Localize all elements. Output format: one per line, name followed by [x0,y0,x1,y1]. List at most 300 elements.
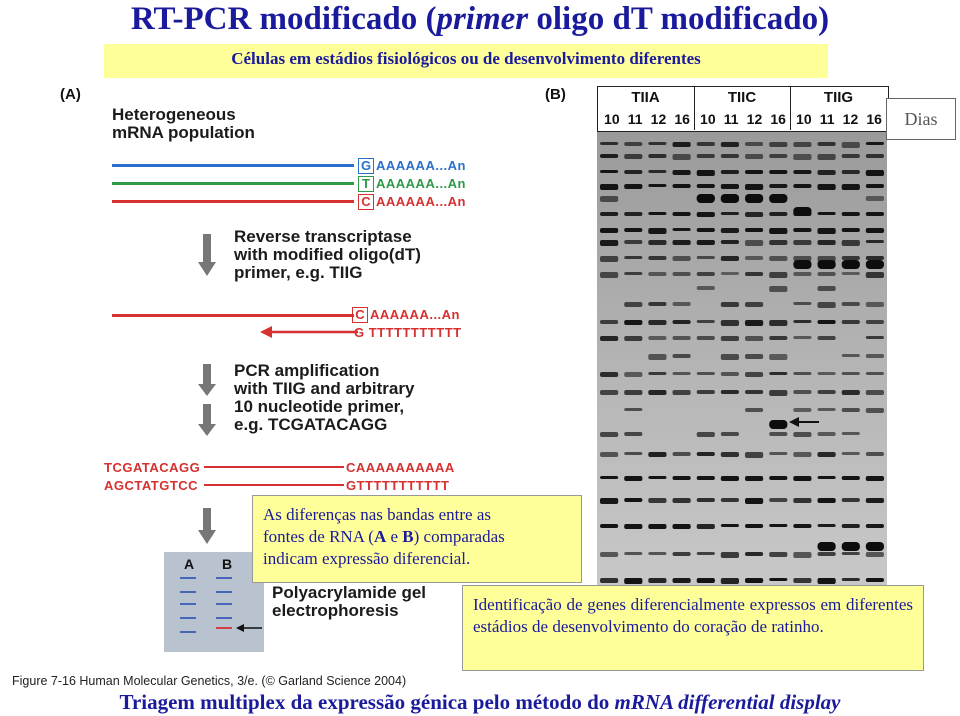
gel-band [745,452,763,458]
gel-band [697,498,715,502]
gel-band [721,336,739,341]
gel-band [745,372,763,377]
gel-band [866,408,884,413]
gel-band [866,354,884,358]
gel-band [842,228,860,232]
gel-band [793,272,811,276]
gel-band [842,184,860,190]
gel-band [697,432,715,437]
gel-band [673,372,691,375]
gel-band [793,498,811,503]
lane-day: 12 [650,111,667,127]
gel-band [769,184,787,188]
gel-band [648,336,666,340]
gel-band [648,524,666,529]
gel-band [793,320,811,323]
gel-band [624,228,642,232]
gel-band [697,184,715,188]
gel-lane-a-label: A [184,556,195,572]
gel-band [818,320,836,324]
gel-band [673,184,691,188]
note-line2-b: B [402,527,414,546]
panel-a-label: (A) [60,86,81,103]
lane-day: 11 [627,111,643,127]
gel-band [745,170,763,174]
gel-band [793,228,811,232]
gel-band [648,476,666,479]
down-arrow-icon [198,234,216,278]
gel-band [842,552,860,555]
gel-band [842,272,860,275]
gel-band [866,452,884,456]
gel-band [648,142,666,145]
gel-band [818,390,836,394]
gel-band [697,256,715,259]
gel-band [745,302,763,307]
gel-band [793,302,811,305]
gel-band [624,302,642,307]
gel-band [818,432,836,436]
gel-band [818,142,836,146]
gel-band [793,240,811,245]
gel-band-strong [793,260,811,269]
nucleotide-box-t: T [358,176,374,192]
gel-band [600,228,618,233]
gel-band [866,184,884,188]
gel-band [600,142,618,145]
gel-band [769,170,787,174]
lane-day: 11 [819,111,835,127]
gel-band [866,578,884,582]
pcr-product-line-top [204,466,344,468]
note-line2-a: A [373,527,387,546]
gel-band [818,302,836,308]
gel-band [721,212,739,215]
gel-band [624,154,642,159]
gel-band [697,142,715,146]
gel-band [769,524,787,527]
gel-band [866,196,884,201]
gel-band [721,256,739,261]
rt-step-text [234,228,421,282]
gel-band [842,170,860,174]
gel-band [624,524,642,529]
gel-band [697,154,715,158]
pcr-step-line4: e.g. TCGATACAGG [234,415,388,434]
polya-tail-c: AAAAAA...An [376,194,466,209]
lane-group-tiia: TIIA [631,89,660,106]
gel-band [866,154,884,158]
gel-band [818,408,836,411]
dias-label: Dias [886,98,956,140]
gel-band [600,320,618,324]
gel-band [818,170,836,175]
gel-band [866,390,884,395]
gel-band-strong [866,260,884,269]
gel-band [793,524,811,528]
gel-band [721,320,739,326]
gel-band [673,302,691,306]
gel-band [600,154,618,158]
gel-band [745,212,763,217]
gel-band [673,452,691,456]
gel-band [866,240,884,243]
gel-band [866,256,884,260]
gel-band [866,272,884,278]
gel-band [624,240,642,244]
gel-band [673,552,691,556]
gel-band [673,256,691,261]
gel-band [697,524,715,529]
gel-band [600,272,618,278]
gel-band [648,354,666,360]
transcript-line-t [112,182,354,185]
pcr-primer-top: TCGATACAGG [104,460,201,475]
gel-band [769,552,787,557]
gel-band [624,432,642,436]
gel-band [866,372,884,375]
gel-band [866,498,884,503]
gel-band [673,142,691,147]
gel-band [648,272,666,276]
gel-band [818,228,836,234]
lane-day: 12 [842,111,859,127]
gel-band [600,336,618,341]
gel-band-strong [842,260,860,269]
gel-band [769,142,787,147]
gel-band [673,390,691,395]
gel-band [721,354,739,360]
gel-band [673,212,691,216]
slide-footer [0,690,960,715]
gel-step-line1: Polyacrylamide gel [272,583,427,602]
gel-band [769,432,787,436]
gel-band [624,408,642,411]
gel-band [624,336,642,341]
gel-band [721,228,739,233]
gel-band [842,372,860,375]
gel-band [818,552,836,556]
gel-band [842,354,860,357]
gel-band [818,452,836,457]
nucleotide-box-g: G [358,158,374,174]
gel-band [769,498,787,502]
gel-band [697,272,715,276]
gel-band [745,524,763,528]
gel-band [842,154,860,158]
gel-band [600,578,618,583]
gel-band [745,578,763,583]
gel-band-strong [697,194,715,203]
note-line2-post: ) comparadas [413,527,505,546]
lane-days-tiic [696,111,790,127]
gel-band [745,142,763,146]
gel-band [866,142,884,145]
gel-band [769,256,787,261]
gel-band [721,578,739,584]
gel-step-line2: electrophoresis [272,601,399,620]
gel-band [769,372,787,375]
gel-band [818,272,836,276]
gel-band [793,452,811,457]
gel-band [721,390,739,394]
cdna-nucleotide-box: C [352,307,368,323]
gel-band [793,432,811,437]
down-arrow-icon [198,404,216,438]
gel-band [624,498,642,502]
gel-band [793,476,811,481]
gel-band [818,184,836,190]
gel-band [648,320,666,325]
gel-band [721,170,739,174]
gel-band [697,476,715,480]
gel-band-strong [818,542,836,551]
gel-band [769,390,787,396]
gel-band [673,476,691,480]
gel-band [769,336,787,340]
gel-band [866,552,884,557]
gel-band [818,336,836,340]
gel-band [721,372,739,376]
gel-band [818,476,836,479]
lane-group-tiig: TIIG [823,89,854,106]
gel-band [793,142,811,147]
gel-band [793,184,811,188]
gel-band [842,240,860,246]
gel-band [769,476,787,480]
mrna-heading-line1: Heterogeneous [112,105,236,124]
gel-band [697,452,715,456]
lane-day: 16 [866,111,882,127]
gel-band [769,240,787,245]
gel-band [842,578,860,581]
gel-band [721,552,739,558]
pcr-step-text [234,362,414,434]
pcr-step-line1: PCR amplification [234,361,380,380]
lane-day: 16 [770,111,786,127]
gel-band [697,552,715,555]
gel-band [842,476,860,480]
gel-band [624,320,642,325]
gel-band [648,240,666,245]
gel-band [866,170,884,176]
gel-band [721,302,739,307]
gel-band [842,432,860,435]
mrna-heading-line2: mRNA population [112,123,255,142]
gel-band [866,476,884,481]
pcr-step-line3: 10 nucleotide primer, [234,397,405,416]
gel-band [697,286,715,290]
down-arrow-icon [198,364,216,398]
gel-band [673,578,691,583]
gel-band [866,228,884,233]
slide-subtitle: Células em estádios fisiológicos ou de desenvolvimento diferentes [231,49,701,68]
gel-band [842,524,860,528]
gel-band [673,354,691,358]
gel-band [648,302,666,306]
gel-band [818,212,836,215]
panel-b-label: (B) [545,86,566,103]
gel-band [600,476,618,479]
gel-band [721,154,739,158]
gel-band [769,354,787,360]
gel-band [842,212,860,216]
gel-band [648,184,666,187]
gel-band [721,240,739,244]
lane-group-tiic: TIIC [727,89,757,106]
gel-band [745,354,763,359]
gel-band [697,390,715,394]
gel-band-strong [769,194,787,203]
gel-band-strong [721,194,739,203]
gel-band [818,524,836,527]
lane-day: 16 [674,111,690,127]
gel-band [818,498,836,503]
footer-italic: mRNA differential display [614,690,841,714]
lane-day: 10 [604,111,620,127]
gel-band [842,302,860,306]
gel-band [745,272,763,276]
gel-band [648,578,666,583]
gel-band [793,336,811,339]
gel-band-strong [842,542,860,551]
reverse-arrow-icon [260,326,358,338]
gel-band [600,498,618,504]
gel-band [793,154,811,160]
gel-band [648,372,666,375]
pcr-primer-bottom: AGCTATGTCC [104,478,199,493]
lane-days-tiig [792,111,886,127]
nucleotide-box-c: C [358,194,374,210]
gel-band [600,524,618,528]
polya-tail-t: AAAAAA...An [376,176,466,191]
gel-band [721,476,739,481]
gel-band [697,212,715,217]
gel-band [600,212,618,216]
gel-band [721,498,739,502]
gel-band [769,272,787,278]
gel-band [769,228,787,234]
lane-days-tiia [600,111,694,127]
gel-band [769,212,787,216]
gel-band [600,196,618,202]
gel-lane-b-label: B [222,556,233,572]
gel-band [697,372,715,375]
gel-band [866,320,884,324]
gel-band [842,390,860,395]
gel-band [624,578,642,584]
gel-band [624,372,642,377]
title-prefix: RT-PCR modificado ( [130,1,437,37]
gel-band [600,184,618,190]
gel-band [745,498,763,504]
gel-band [793,408,811,412]
rt-step-line2: with modified oligo(dT) [234,245,421,264]
gel-band [769,286,787,292]
gel-band [648,452,666,457]
gel-band [721,142,739,147]
gel-band [697,240,715,245]
slide-title [0,0,960,38]
gel-band [600,372,618,377]
down-arrow-icon [198,508,216,546]
gel-band [793,552,811,558]
gel-band [745,154,763,159]
gel-band [818,286,836,291]
gel-band [769,578,787,581]
gel-band [624,452,642,455]
pcr-product-line-bottom [204,484,344,486]
gel-band [624,212,642,216]
cdna-primer-seq: G TTTTTTTTTTT [354,325,462,340]
gel-band [842,452,860,455]
gel-band [842,142,860,148]
gel-band [818,578,836,584]
title-suffix: oligo dT modificado) [528,1,830,37]
gel-band [673,320,691,324]
gel-band [648,170,666,173]
polya-tail-g: AAAAAA...An [376,158,466,173]
gel-band [624,256,642,259]
gel-band [745,240,763,246]
gel-band [745,476,763,481]
gel-band-strong [866,542,884,551]
gel-band [745,408,763,412]
gel-band [600,552,618,557]
gel-band [745,256,763,260]
gel-band [721,432,739,436]
gel-band [721,524,739,527]
gel-band [745,228,763,232]
gel-band [721,272,739,275]
gel-band [818,240,836,245]
pcr-tail-top: CAAAAAAAAAA [346,460,455,475]
gel-band [600,170,618,173]
gel-band [793,372,811,375]
gel-band [648,256,666,260]
title-italic: primer [436,1,529,37]
gel-band [818,372,836,375]
gel-band [697,336,715,340]
gel-band [600,452,618,457]
figure-caption: Figure 7-16 Human Molecular Genetics, 3/e. (© Garland Science 2004) [12,674,407,688]
gel-band [624,476,642,481]
gel-band [697,228,715,232]
gel-band [866,302,884,307]
gel-band [697,170,715,176]
gel-band [648,212,666,215]
gel-band [721,452,739,457]
gel-band-strong [745,194,763,203]
gel-band-strong [818,260,836,269]
gel-band [793,578,811,583]
gel-band-strong [769,420,787,429]
gel-band [673,336,691,340]
gel-band [624,552,642,555]
gel-band [769,452,787,455]
lane-day: 10 [796,111,812,127]
lane-day: 12 [746,111,763,127]
note-gene-identification: Identificação de genes diferencialmente expressos em diferentes estádios de desenvolvimento do coração de ratinho. [462,585,924,671]
mrna-heading [112,106,255,142]
pcr-tail-bottom: GTTTTTTTTTTT [346,478,450,493]
gel-band-strong [793,207,811,216]
gel-band [600,432,618,437]
gel-band [600,240,618,246]
note-line2 [263,526,571,548]
pcr-step-line2: with TIIG and arbitrary [234,379,415,398]
gel-band [818,154,836,160]
